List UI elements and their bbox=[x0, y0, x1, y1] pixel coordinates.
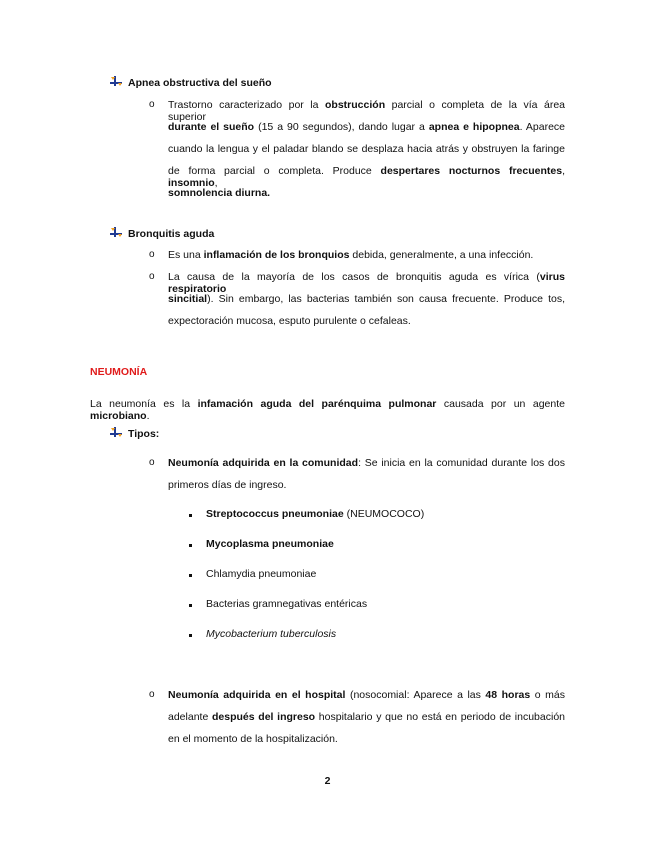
tipos-heading: Tipos: bbox=[128, 428, 160, 440]
comunidad-line-1: Neumonía adquirida en la comunidad: Se inicia en la comunidad durante los dos bbox=[168, 457, 565, 469]
hospital-line-1: Neumonía adquirida en el hospital (nosocomial: Aparece a las 48 horas o más bbox=[168, 689, 565, 701]
neumonia-definition: La neumonía es la infamación aguda del parénquima pulmonar causada por un agente microbiano. bbox=[90, 398, 565, 422]
apnea-line-1: Trastorno caracterizado por la obstrucción parcial o completa de la vía área superior bbox=[168, 99, 566, 123]
germen-item: Chlamydia pneumoniae bbox=[206, 568, 317, 580]
apnea-line-4: de forma parcial o completa. Produce despertares nocturnos frecuentes, insomnio, bbox=[168, 165, 565, 189]
square-bullet bbox=[189, 544, 192, 547]
bronquitis-heading: Bronquitis aguda bbox=[128, 228, 215, 240]
square-bullet bbox=[189, 604, 192, 607]
hospital-line-3: en el momento de la hospitalización. bbox=[168, 733, 338, 745]
apnea-heading: Apnea obstructiva del sueño bbox=[128, 77, 272, 89]
circle-bullet: o bbox=[149, 249, 155, 260]
comunidad-line-2: primeros días de ingreso. bbox=[168, 479, 287, 491]
pushpin-icon bbox=[110, 227, 122, 239]
bronquitis-line-3: expectoración mucosa, esputo purulente o cefaleas. bbox=[168, 315, 411, 327]
apnea-line-5: somnolencia diurna. bbox=[168, 187, 271, 199]
circle-bullet: o bbox=[149, 99, 155, 110]
circle-bullet: o bbox=[149, 689, 155, 700]
hospital-line-2: adelante después del ingreso hospitalario y que no está en periodo de incubación bbox=[168, 711, 566, 723]
page-number: 2 bbox=[324, 775, 331, 787]
pushpin-icon bbox=[110, 76, 122, 88]
square-bullet bbox=[189, 514, 192, 517]
circle-bullet: o bbox=[149, 271, 155, 282]
germen-item: Mycoplasma pneumoniae bbox=[206, 538, 334, 550]
apnea-line-2: durante el sueño (15 a 90 segundos), dando lugar a apnea e hipopnea. Aparece bbox=[168, 121, 566, 133]
circle-bullet: o bbox=[149, 457, 155, 468]
pushpin-icon bbox=[110, 427, 122, 439]
germen-item: Streptococcus pneumoniae (NEUMOCOCO) bbox=[206, 508, 425, 520]
germen-item: Bacterias gramnegativas entéricas bbox=[206, 598, 368, 610]
bronquitis-item-1: Es una inflamación de los bronquios debida, generalmente, a una infección. bbox=[168, 249, 534, 261]
square-bullet bbox=[189, 574, 192, 577]
bronquitis-line-1: La causa de la mayoría de los casos de bronquitis aguda es vírica (virus respiratorio bbox=[168, 271, 565, 295]
section-title: NEUMONÍA bbox=[90, 366, 148, 378]
germen-item: Mycobacterium tuberculosis bbox=[206, 628, 337, 640]
bronquitis-line-2: sincitial). Sin embargo, las bacterias también son causa frecuente. Produce tos, bbox=[168, 293, 565, 305]
apnea-line-3: cuando la lengua y el paladar blando se desplaza hacia atrás y obstruyen la faringe bbox=[168, 143, 565, 155]
square-bullet bbox=[189, 634, 192, 637]
